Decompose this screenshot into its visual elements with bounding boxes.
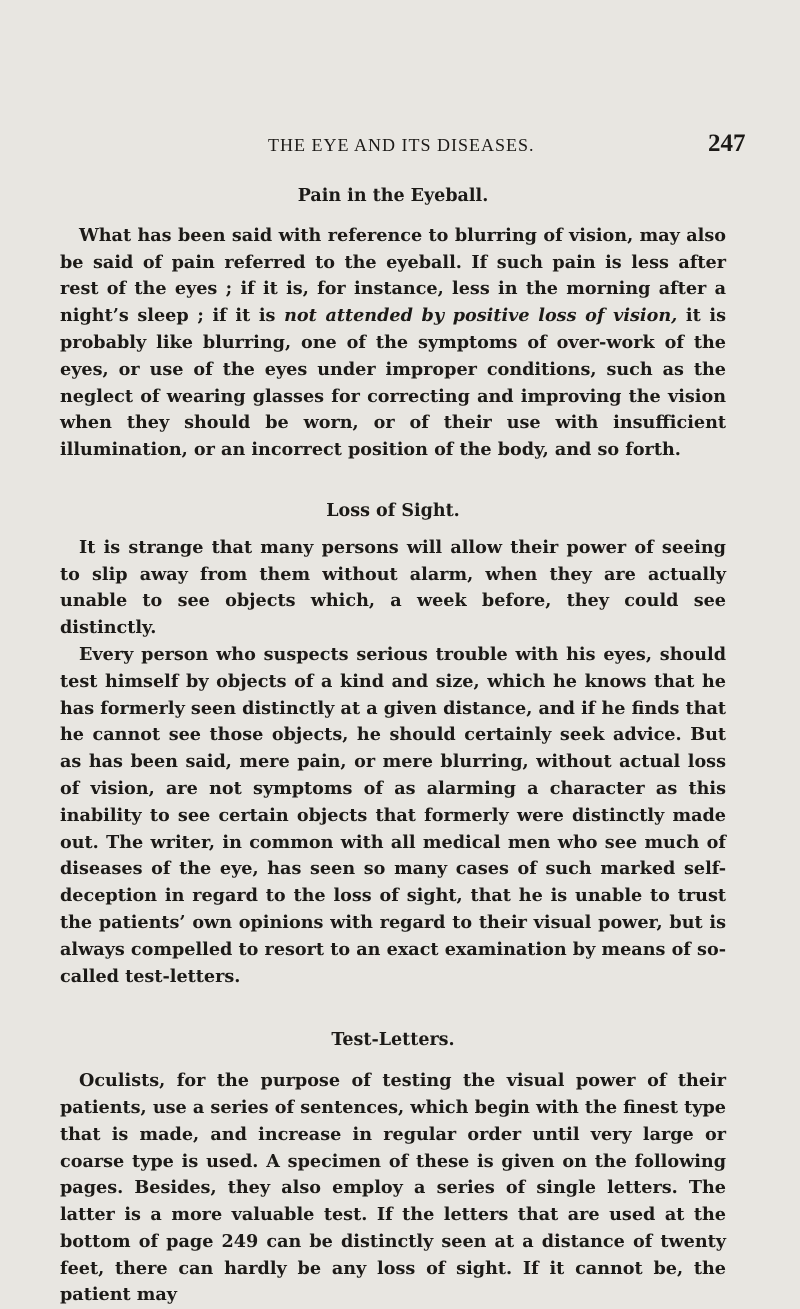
page-number: 247 [708,130,746,157]
paragraph-text: it is probably like blurring, one of the symptoms of over-work of the eyes, or use of the eyes under improper conditions, such as the neglect of wearing glasses for correcting and improving the vision when they should be worn, or of their use with insufficient illumination, or an incorrect position of the body, and so forth. [60,305,726,461]
paragraph-loss-2: Every person who suspects serious trouble with his eyes, should test himself by objects of a kind and size, which he knows that he has formerly seen distinctly at a given distance, and if he finds that he cannot see those objects, he should certainly seek advice. But as has been said, mere pain, or mere blurring, without actual loss of vision, are not symptoms of as alarming a character as this inability to see certain objects that formerly were distinctly made out. The writer, in common with all medical men who see much of diseases of the eye, has seen so many cases of such marked self-deception in regard to the loss of sight, that he is unable to trust the patients’ own opinions with regard to their visual power, but is always compelled to resort to an exact examination by means of so-called test-letters. [60,643,726,987]
paragraph-test-letters: Oculists, for the purpose of testing the visual power of their patients, use a series of sentences, which begin with the finest type that is made, and increase in regular order until very large or coarse type is used. A specimen of these is given on the following pages. Besides, they also employ a series of single letters. The latter is a more valuable test. If the letters that are used at the bottom of page 249 can be distinctly seen at a distance of twenty feet, there can hardly be any loss of sight. If it cannot be, the patient may [60,1070,726,1306]
section-heading-pain: Pain in the Eyeball. [297,186,489,206]
section-heading-test-letters: Test-Letters. [331,1030,455,1051]
paragraph-pain [60,223,726,464]
running-header [0,130,800,162]
section-heading-loss-of-sight: Loss of Sight. [326,500,460,521]
page-body [60,183,726,1309]
paragraph-text: What has been said with reference to blurring of vision, may also be said of pain referred to the eyeball. If such pain is less after rest of the eyes ; if it is, for instance, less in the morning after a night’s sleep ; if it is [60,224,726,327]
emphasized-phrase: not attended by positive loss of vision, [284,305,678,327]
paragraph-loss-1: It is strange that many persons will allow their power of seeing to slip away from them without alarm, when they are actually unable to see objects which, a week before, they could see distinctly. [60,536,726,639]
running-title: THE EYE AND ITS DISEASES. [268,135,535,155]
